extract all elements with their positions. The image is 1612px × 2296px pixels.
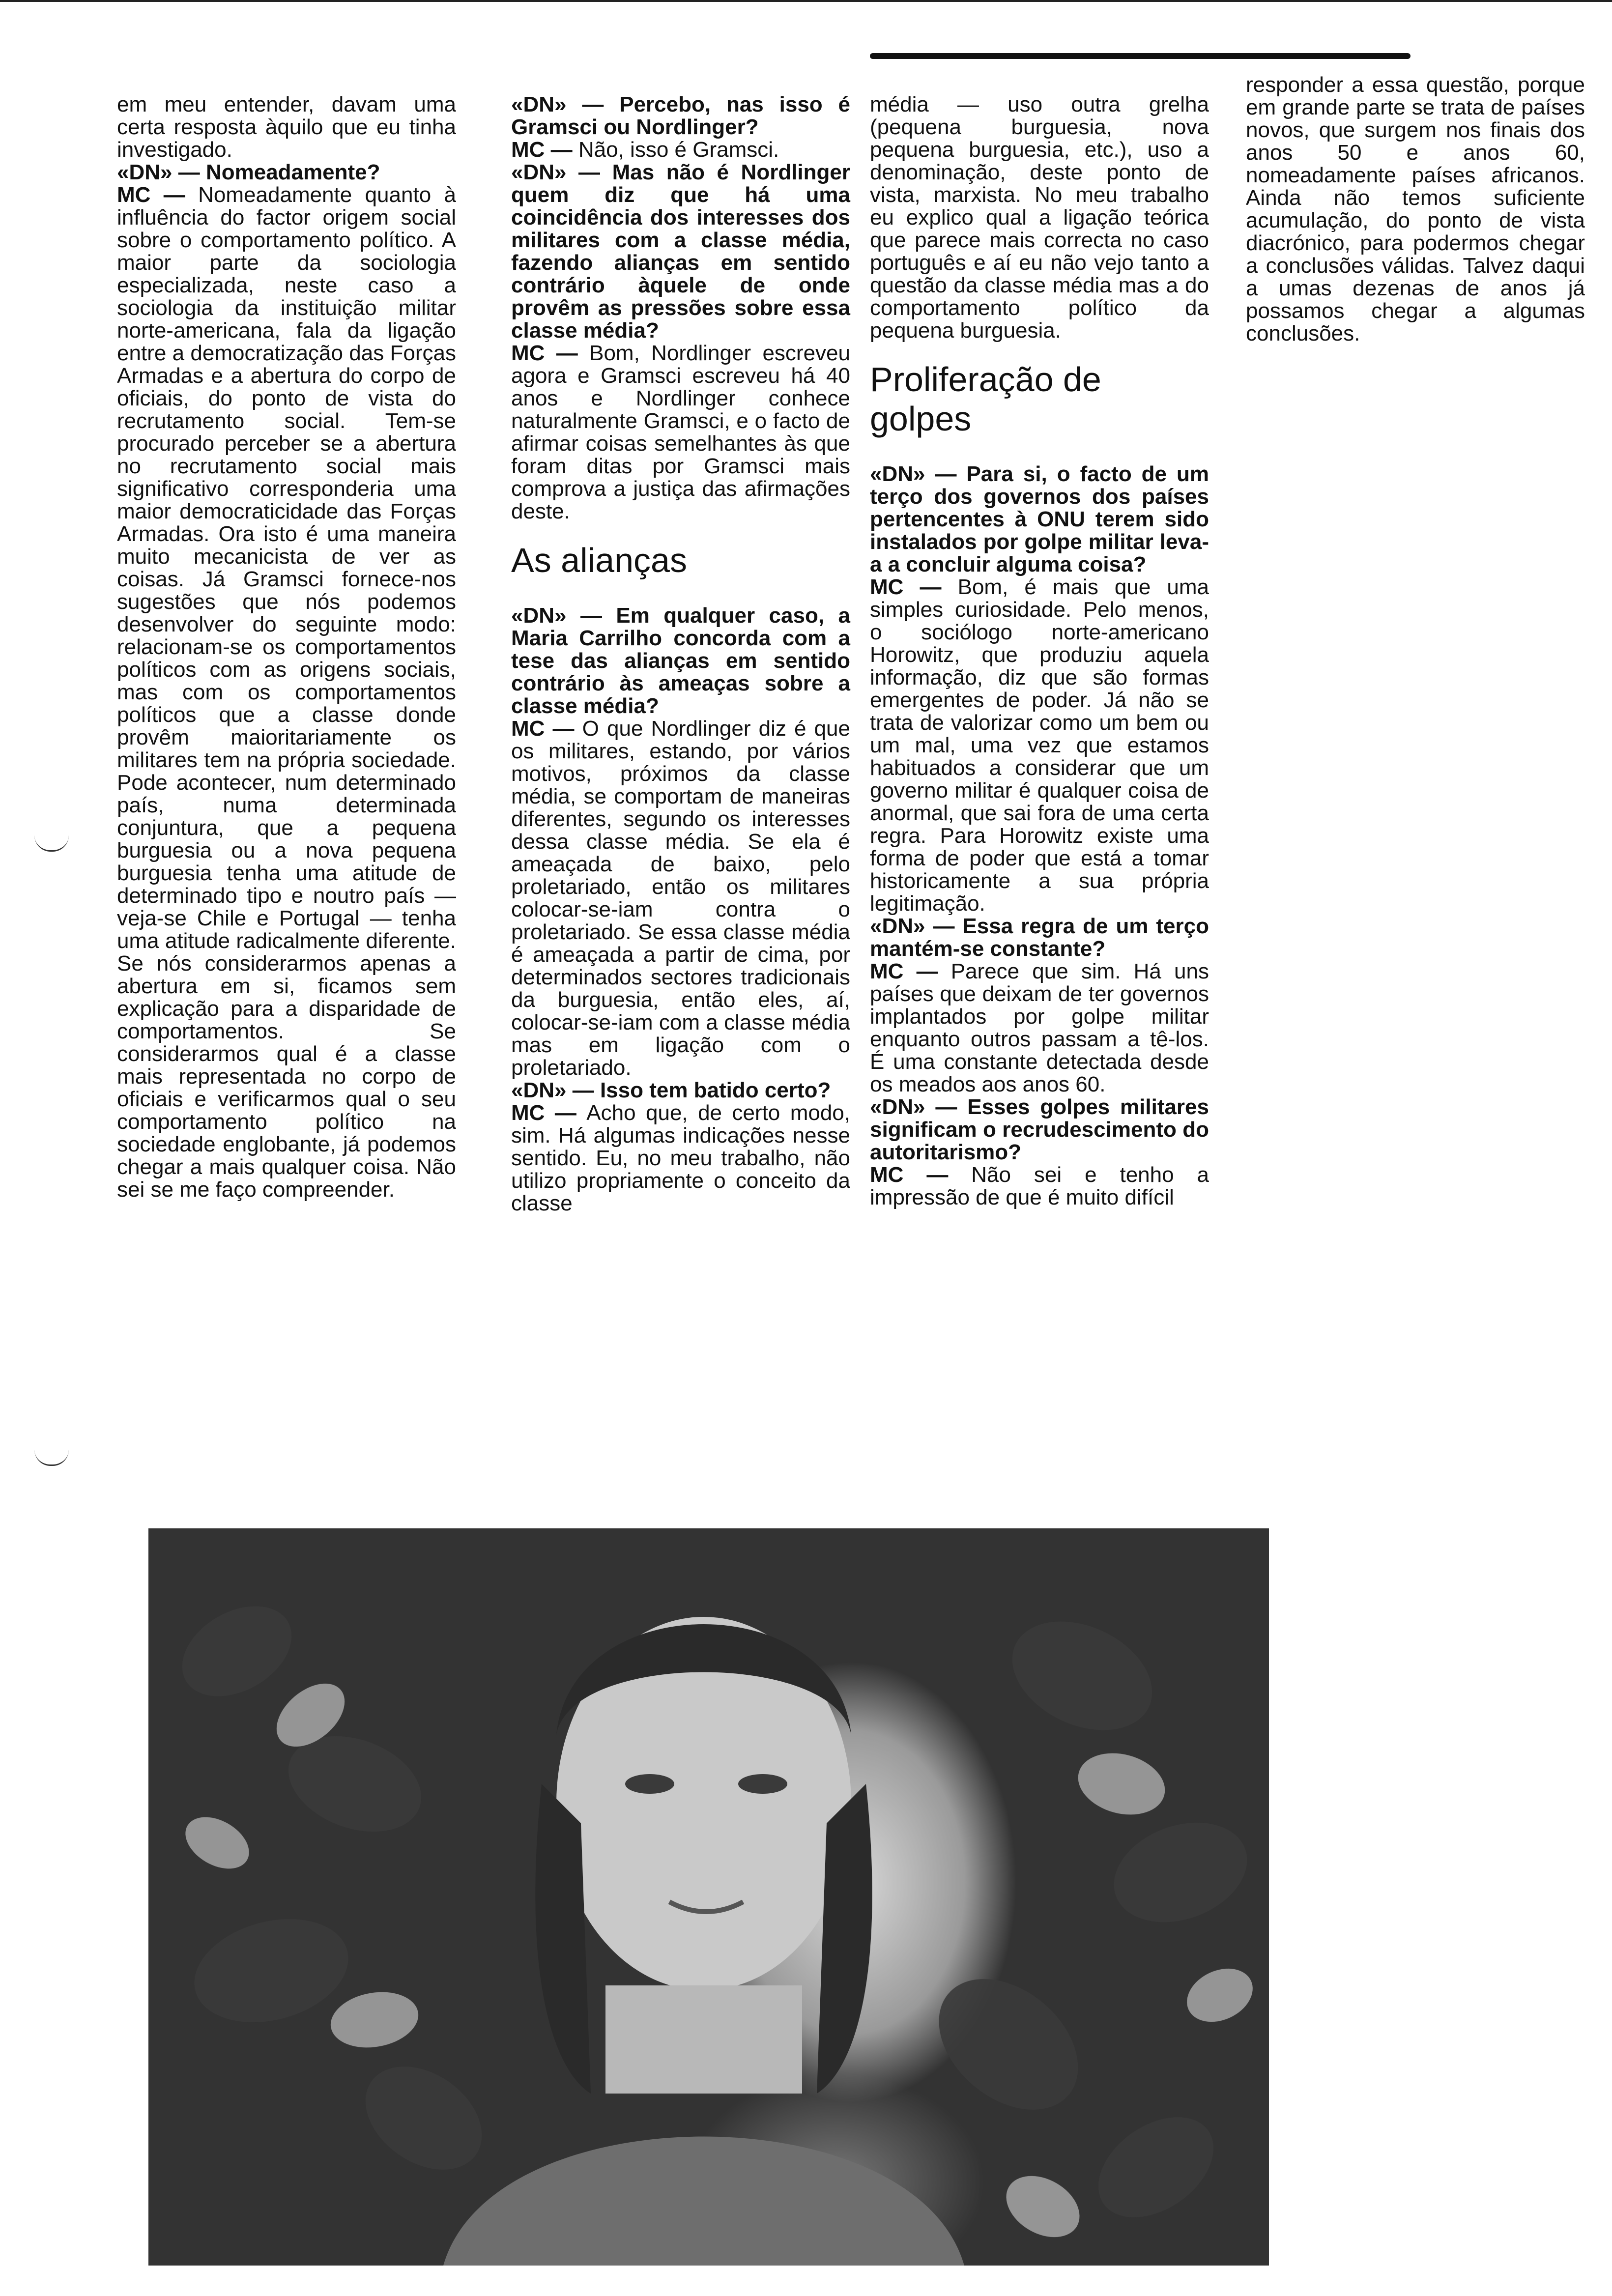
page-top-rule: [0, 0, 1612, 2]
interview-answer: [511, 342, 850, 523]
speaker-label: MC —: [117, 183, 199, 207]
scan-mark: [34, 1450, 69, 1466]
interview-question: «DN» — Mas não é Nordlinger quem diz que há uma coincidência dos interesses dos militares com a classe média, fazendo alianças em sentido contrário àquele de onde provêm as pressões sobre essa classe média?: [511, 160, 850, 343]
interview-answer: [511, 1102, 850, 1215]
portrait-photo: [148, 1528, 1269, 2266]
interview-question: «DN» — Esses golpes militares significam o recrudescimento do autoritarismo?: [870, 1095, 1209, 1164]
answer-text: O que Nordlinger diz é que os militares, estando, por vários motivos, próximos da classe média, se comportam de maneiras diferentes, segundo os interesses dessa classe média. Se ela é ameaçada de baixo, pelo proletariado, então os militares colocar-se-iam contra o proletariado. Se essa classe média é ameaçada a partir de cima, por determinados sectores tradicionais da burguesia, então eles, aí, colocar-se-iam com a classe média mas em ligação com o proletariado.: [511, 717, 850, 1080]
scan-mark: [34, 835, 69, 852]
paragraph: responder a essa questão, porque em grande parte se trata de países novos, que surgem nos finais dos anos 50 e anos 60, nomeadamente países africanos. Ainda não temos suficiente acumulação, do ponto de vista diacrónico, para podermos chegar a conclusões válidas. Talvez daqui a umas dezenas de anos já possamos chegar a algumas conclusões.: [1246, 73, 1585, 345]
answer-text: Nomeadamente quanto à influência do factor origem social sobre o comportamento político. A maior parte da sociologia especializada, neste caso a sociologia da instituição militar norte-americana, fala da ligação entre a democratização das Forças Armadas e a abertura do corpo de oficiais, do ponto de vista do recrutamento social. Tem-se procurado perceber se a abertura no recrutamento social mais significativo corresponderia uma maior democraticidade das Forças Armadas. Ora isto é uma maneira muito mecanicista de ver as coisas. Já Gramsci fornece-nos sugestões que nós podemos desenvolver do seguinte modo: relacionam-se os comportamentos políticos com as origens sociais, mas com os comportamentos políticos que a classe donde provêm maioritariamente os militares tem na própria sociedade. Pode acontecer, num determinado país, numa determinada conjuntura, que a pequena burguesia ou a nova pequena burguesia tenha uma atitude de determinado tipo e noutro país — veja-se Chile e Portugal — tenha uma atitude radicalmente diferente. Se nós considerarmos apenas a abertura em si, ficamos sem explicação para a disparidade de comportamentos. Se considerarmos qual é a classe mais representada no corpo de oficiais e verificarmos qual o seu comportamento político na sociedade englobante, já podemos chegar a mais qualquer coisa. Não sei se me faço compreender.: [117, 183, 456, 1202]
article-column-1: [117, 93, 456, 1201]
interview-question: «DN» — Nomeadamente?: [117, 160, 380, 184]
interview-answer: [870, 960, 1209, 1096]
header-rule: [870, 53, 1410, 59]
speaker-label: MC —: [870, 959, 951, 983]
interview-answer: [511, 139, 850, 161]
speaker-label: MC —: [870, 1163, 972, 1187]
interview-question: «DN» — Para si, o facto de um terço dos governos dos países pertencentes à ONU terem sido instalados por golpe militar leva-a a concluir alguma coisa?: [870, 462, 1209, 576]
answer-text: Não, isso é Gramsci.: [578, 138, 779, 162]
speaker-label: MC —: [511, 138, 578, 162]
answer-text: Bom, Nordlinger escreveu agora e Gramsci escreveu há 40 anos e Nordlinger conhece naturalmente Gramsci, e o facto de afirmar coisas semelhantes às que foram ditas por Gramsci mais comprova a justiça das afirmações deste.: [511, 341, 850, 523]
paragraph: em meu entender, davam uma certa resposta àquilo que eu tinha investigado.: [117, 92, 456, 162]
interview-question: «DN» — Essa regra de um terço mantém-se constante?: [870, 914, 1209, 961]
speaker-label: MC —: [870, 575, 958, 599]
answer-text: Acho que, de certo modo, sim. Há algumas indicações nesse sentido. Eu, no meu trabalho, não utilizo propriamente o conceito da classe: [511, 1101, 850, 1215]
answer-text: Parece que sim. Há uns países que deixam de ter governos implantados por golpe militar enquanto outros passam a tê-los. É uma constante detectada desde os meados aos anos 60.: [870, 959, 1209, 1096]
interview-answer: [870, 1164, 1209, 1209]
interview-question: «DN» — Em qualquer caso, a Maria Carrilho concorda com a tese das alianças em sentido contrário às ameaças sobre a classe média?: [511, 603, 850, 718]
answer-text: Bom, é mais que uma simples curiosidade. Pelo menos, o sociólogo norte-americano Horowitz, que produziu aquela informação, diz que são formas emergentes de poder. Já não se trata de valorizar como um bem ou um mal, uma vez que estamos habituados a considerar que um governo militar é qualquer coisa de anormal, que sai fora de uma certa regra. Para Horowitz existe uma forma de poder que está a tomar historicamente a sua própria legitimação.: [870, 575, 1209, 916]
article-column-2: [511, 93, 850, 1215]
interview-question: «DN» — Isso tem batido certo?: [511, 1078, 831, 1102]
section-heading: Proliferação de golpes: [870, 360, 1101, 438]
speaker-label: MC —: [511, 341, 590, 365]
interview-answer: [511, 718, 850, 1079]
speaker-label: MC —: [511, 717, 582, 741]
speaker-label: MC —: [511, 1101, 587, 1125]
answer-text: Não sei e tenho a impressão de que é muito difícil: [870, 1163, 1209, 1209]
interview-answer: [870, 576, 1209, 915]
interview-question: «DN» — Percebo, nas isso é Gramsci ou Nordlinger?: [511, 92, 850, 139]
article-column-4: [1246, 74, 1585, 345]
photo-illustration: [148, 1528, 1269, 2266]
section-heading: As alianças: [511, 541, 687, 579]
paragraph: média — uso outra grelha (pequena burguesia, nova pequena burguesia, etc.), uso a denominação, deste ponto de vista, marxista. No meu trabalho eu explico qual a ligação teórica que parece mais correcta no caso português e aí eu não vejo tanto a questão da classe média mas a do comportamento político da pequena burguesia.: [870, 92, 1209, 343]
interview-answer: [117, 184, 456, 1201]
article-column-3: [870, 93, 1209, 1209]
